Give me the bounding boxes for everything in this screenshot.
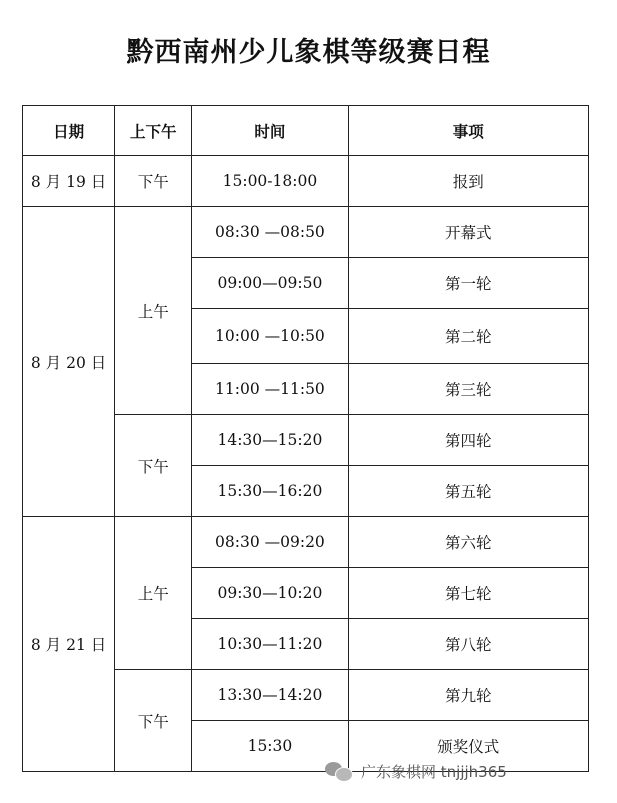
time-cell: 09:30—10:20 xyxy=(192,568,348,619)
header-half: 上下午 xyxy=(115,106,192,156)
watermark xyxy=(325,760,507,782)
header-row xyxy=(23,106,589,156)
time-cell: 08:30 —09:20 xyxy=(192,517,348,568)
time-cell: 11:00 —11:50 xyxy=(192,364,348,415)
header-item: 事项 xyxy=(348,106,588,156)
half-cell: 下午 xyxy=(115,156,192,207)
half-cell: 下午 xyxy=(115,415,192,517)
item-cell: 开幕式 xyxy=(348,207,588,258)
table-row xyxy=(23,156,589,207)
time-cell: 08:30 —08:50 xyxy=(192,207,348,258)
item-cell: 第七轮 xyxy=(348,568,588,619)
item-cell: 颁奖仪式 xyxy=(348,721,588,772)
time-cell: 15:30—16:20 xyxy=(192,466,348,517)
date-cell: 8 月 21 日 xyxy=(23,517,115,772)
table-row xyxy=(23,517,589,568)
table-row xyxy=(23,207,589,258)
time-cell: 14:30—15:20 xyxy=(192,415,348,466)
item-cell: 第九轮 xyxy=(348,670,588,721)
date-cell: 8 月 20 日 xyxy=(23,207,115,517)
item-cell: 第三轮 xyxy=(348,364,588,415)
date-cell: 8 月 19 日 xyxy=(23,156,115,207)
time-cell: 15:00-18:00 xyxy=(192,156,348,207)
time-cell: 13:30—14:20 xyxy=(192,670,348,721)
watermark-text: 广东象棋网 tnjjjh365 xyxy=(361,762,507,781)
item-cell: 报到 xyxy=(348,156,588,207)
item-cell: 第一轮 xyxy=(348,258,588,309)
item-cell: 第六轮 xyxy=(348,517,588,568)
header-date: 日期 xyxy=(23,106,115,156)
header-time: 时间 xyxy=(192,106,348,156)
wechat-icon xyxy=(325,760,353,782)
schedule-table xyxy=(22,105,589,772)
time-cell: 09:00—09:50 xyxy=(192,258,348,309)
half-cell: 上午 xyxy=(115,207,192,415)
half-cell: 下午 xyxy=(115,670,192,772)
item-cell: 第二轮 xyxy=(348,309,588,364)
item-cell: 第四轮 xyxy=(348,415,588,466)
half-cell: 上午 xyxy=(115,517,192,670)
item-cell: 第八轮 xyxy=(348,619,588,670)
item-cell: 第五轮 xyxy=(348,466,588,517)
page-title: 黔西南州少儿象棋等级赛日程 xyxy=(126,37,491,68)
time-cell: 10:00 —10:50 xyxy=(192,309,348,364)
time-cell: 15:30 xyxy=(192,721,348,772)
time-cell: 10:30—11:20 xyxy=(192,619,348,670)
